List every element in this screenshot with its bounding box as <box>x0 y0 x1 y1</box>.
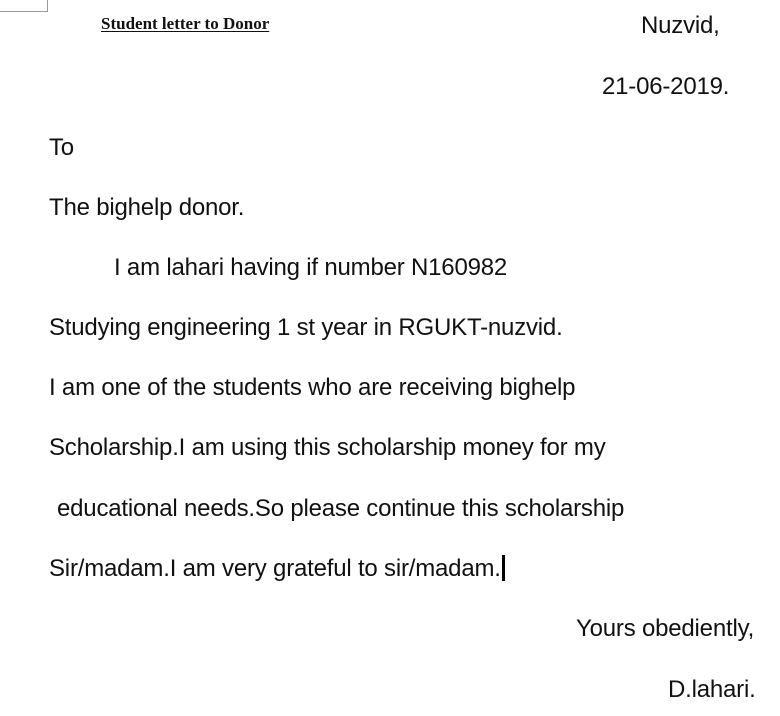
body-line-last[interactable] <box>49 554 505 584</box>
letter-signature: D.lahari. <box>668 676 756 703</box>
letter-closing: Yours obediently, <box>576 615 755 642</box>
letter-addressee: The bighelp donor. <box>49 194 245 221</box>
letter-heading: Student letter to Donor <box>101 14 270 33</box>
body-line: I am one of the students who are receiving bighelp <box>49 374 576 401</box>
letter-place: Nuzvid, <box>641 12 720 39</box>
page-corner-marker <box>0 0 48 12</box>
body-line-text: Sir/madam.I am very grateful to sir/madam. <box>49 555 501 582</box>
letter-salutation: To <box>49 134 74 161</box>
body-line: Scholarship.I am using this scholarship money for my <box>49 434 606 461</box>
body-line: educational needs.So please continue this scholarship <box>57 495 625 522</box>
letter-date: 21-06-2019. <box>602 73 730 100</box>
text-cursor <box>502 555 505 581</box>
body-line: I am lahari having if number N160982 <box>114 254 508 281</box>
body-line: Studying engineering 1 st year in RGUKT-nuzvid. <box>49 314 563 341</box>
